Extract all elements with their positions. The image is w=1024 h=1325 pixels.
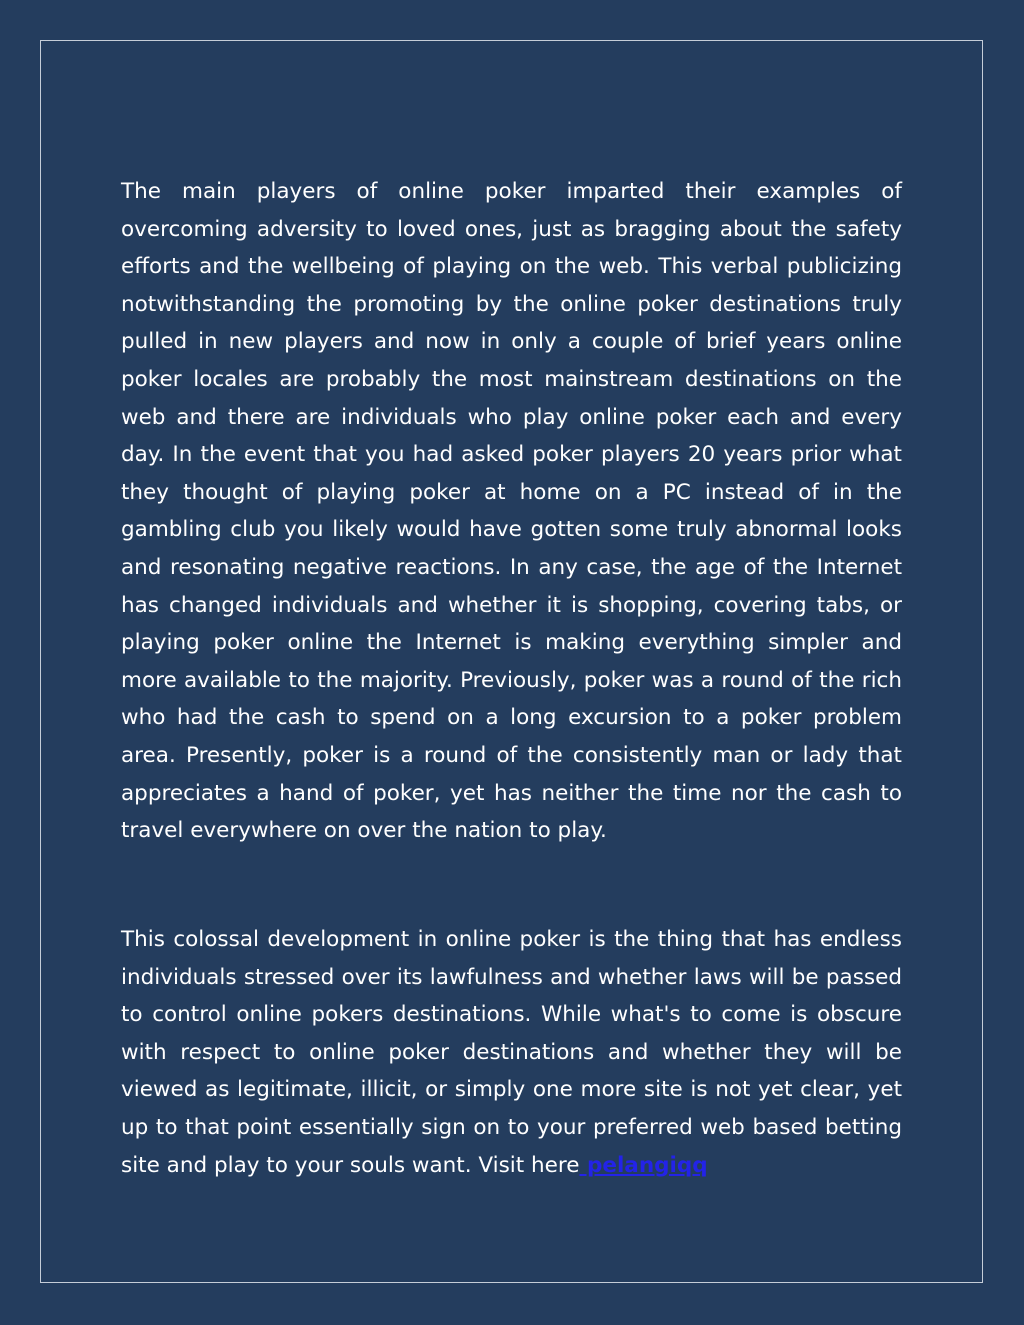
paragraph-1: The main players of online poker imparted their examples of overcoming adversity to loved ones, just as bragging about the safety efforts and the wellbeing of playing on the web. This verbal publicizing notwithstanding the promoting by the online poker destinations truly pulled in new players and now in only a couple of brief years online poker locales are probably the most mainstream destinations on the web and there are individuals who play online poker each and every day. In the event that you had asked poker players 20 years prior what they thought of playing poker at home on a PC instead of in the gambling club you likely would have gotten some truly abnormal looks and resonating negative reactions. In any case, the age of the Internet has changed individuals and whether it is shopping, covering tabs, or playing poker online the Internet is making everything simpler and more available to the majority. Previously, poker was a round of the rich who had the cash to spend on a long excursion to a poker problem area. Presently, poker is a round of the consistently man or lady that appreciates a hand of poker, yet has neither the time nor the cash to travel everywhere on over the nation to play.: [121, 179, 902, 844]
document-body: [121, 173, 902, 1178]
pelangiqq-link[interactable]: pelangiqq: [579, 1152, 708, 1178]
paragraph-2: [121, 921, 902, 1184]
paragraph-2-text: This colossal development in online poker is the thing that has endless individuals stressed over its lawfulness and whether laws will be passed to control online pokers destinations. While what's to come is obscure with respect to online poker destinations and whether they will be viewed as legitimate, illicit, or simply one more site is not yet clear, yet up to that point essentially sign on to your preferred web based betting site and play to your souls want. Visit here: [121, 927, 902, 1178]
